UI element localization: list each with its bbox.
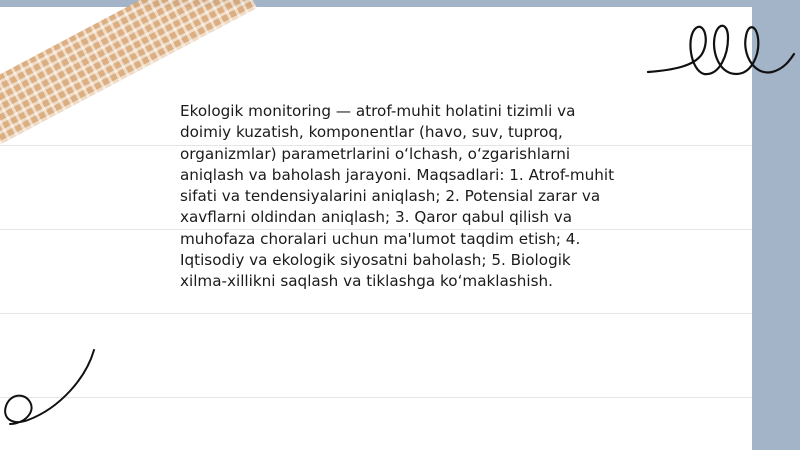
curl-scribble-icon [0,348,100,428]
loop-scribble-icon [644,14,800,84]
body-text: Ekologik monitoring — atrof-muhit holatini tizimli va doimiy kuzatish, komponentlar (havo, suv, tuproq, organizmlar) parametrlarini oʻlchash, oʻzgarishlarni aniqlash va baholash jarayoni. Maqsadlari: 1. Atrof-muhit sifati va tendensiyalarini aniqlash; 2. Potensial zarar va xavflarni oldindan aniqlash; 3. Qaror qabul qilish va muhofaza choralari uchun ma'lumot taqdim etish; 4. Iqtisodiy va ekologik siyosatni baholash; 5. Biologik xilma-xillikni saqlash va tiklashga koʻmaklashish. [180,102,615,291]
